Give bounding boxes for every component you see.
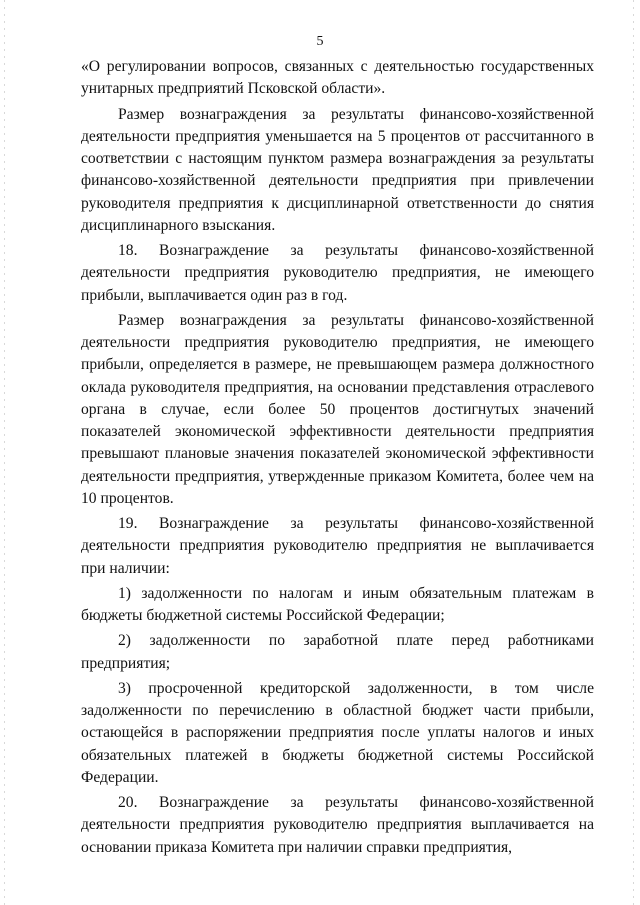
paragraph-reward-size-no-profit: Размер вознаграждения за результаты финансово-хозяйственной деятельности предприятия руководителю предприятия, не имеющего прибыли, определяется в размере, не превышающем размера должностного оклада руководителя предприятия, на основании представления отраслевого органа в случае, если более 50 процентов достигнутых значений показателей экономической эффективности деятельности предприятия превышают плановые значения показателей экономической эффективности деятельности предприятия, утвержденные приказом Комитета, более чем на 10 процентов. <box>81 311 594 507</box>
paragraph-condition-2: 2) задолженности по заработной плате перед работниками предприятия; <box>81 632 594 672</box>
scan-edge-left <box>4 0 5 905</box>
paragraph-condition-3: 3) просроченной кредиторской задолженности, в том числе задолженности по перечислению в областной бюджет части прибыли, остающейся в распоряжении предприятия после уплаты налогов и иных обязательных платежей в бюджеты бюджетной системы Российской Федерации. <box>81 679 594 786</box>
scan-edge-right <box>633 0 634 905</box>
paragraph-item-19: 19. Вознаграждение за результаты финансово-хозяйственной деятельности предприятия руководителю предприятия не выплачивается при наличии: <box>81 515 594 577</box>
paragraph-law-title-end: «О регулировании вопросов, связанных с деятельностью государственных унитарных предприятий Псковской области». <box>81 58 594 98</box>
paragraph-item-20: 20. Вознаграждение за результаты финансово-хозяйственной деятельности предприятия руководителю предприятия выплачивается на основании приказа Комитета при наличии справки предприятия, <box>81 794 594 856</box>
page-number: 5 <box>316 34 324 49</box>
paragraph-condition-1: 1) задолженности по налогам и иным обязательным платежам в бюджеты бюджетной системы Российской Федерации; <box>81 584 594 624</box>
paragraph-item-18: 18. Вознаграждение за результаты финансово-хозяйственной деятельности предприятия руководителю предприятия, не имеющего прибыли, выплачивается один раз в год. <box>81 242 594 304</box>
document-body <box>81 56 594 859</box>
paragraph-reward-reduction: Размер вознаграждения за результаты финансово-хозяйственной деятельности предприятия уменьшается на 5 процентов от рассчитанного в соответствии с настоящим пунктом размера вознаграждения за результаты финансово-хозяйственной деятельности предприятия при привлечении руководителя предприятия к дисциплинарной ответственности до снятия дисциплинарного взыскания. <box>81 105 594 234</box>
